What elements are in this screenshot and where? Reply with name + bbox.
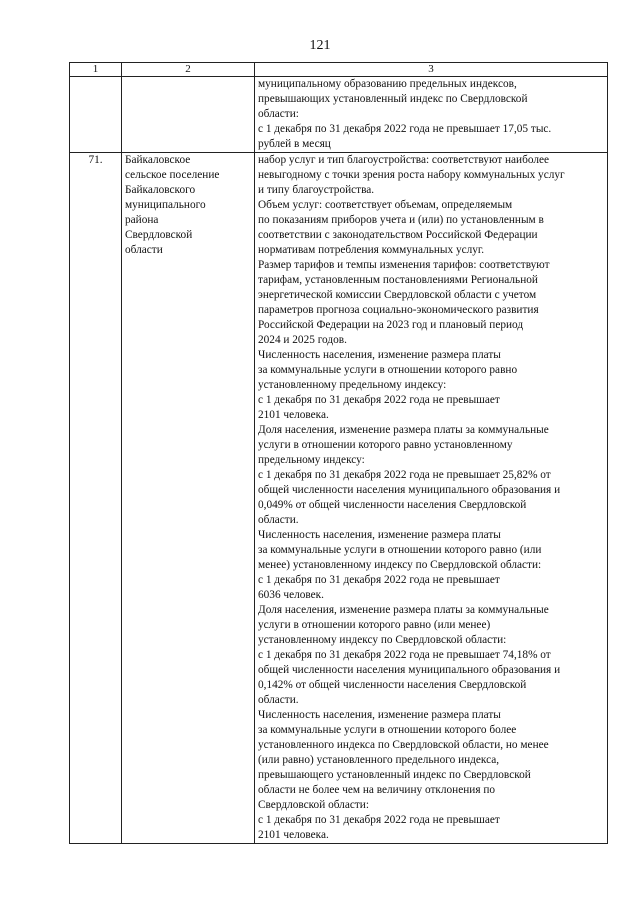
text-line: 2101 человека. <box>258 829 329 841</box>
text-line: Размер тарифов и темпы изменения тарифов: соответствуют <box>258 259 550 271</box>
municipality-line: области <box>125 244 163 256</box>
table-row-71 <box>70 153 608 844</box>
municipality-cell <box>122 153 255 844</box>
table-row-continuation <box>70 77 608 153</box>
municipality-line: муниципального <box>125 199 206 211</box>
row-number-cell: 71. <box>70 153 122 844</box>
text-line: общей численности населения муниципального образования и <box>258 664 561 676</box>
text-line: Свердловской области: <box>258 799 369 811</box>
text-line: по показаниям приборов учета и (или) по установленным в <box>258 214 544 226</box>
text-line: Численность населения, изменение размера платы <box>258 529 501 541</box>
text-line: Численность населения, изменение размера платы <box>258 349 501 361</box>
text-line: с 1 декабря по 31 декабря 2022 года не превышает 25,82% от <box>258 469 551 481</box>
text-line: соответствии с законодательством Российской Федерации <box>258 229 538 241</box>
text-line: 2024 и 2025 годов. <box>258 334 347 346</box>
text-line: с 1 декабря по 31 декабря 2022 года не превышает 17,05 тыс. <box>258 123 552 135</box>
text-line: предельному индексу: <box>258 454 365 466</box>
text-line: (или равно) установленного предельного индекса, <box>258 754 500 766</box>
text-line: Доля населения, изменение размера платы за коммунальные <box>258 424 549 436</box>
column-header-3: 3 <box>255 63 608 77</box>
text-line: превышающих установленный индекс по Свердловской <box>258 93 528 105</box>
municipality-line: Свердловской <box>125 229 193 241</box>
text-line: муниципальному образованию предельных индексов, <box>258 78 517 90</box>
text-line: параметров прогноза социально-экономического развития <box>258 304 539 316</box>
text-line: 0,049% от общей численности населения Свердловской <box>258 499 527 511</box>
text-line: невыгодному с точки зрения роста набору коммунальных услуг <box>258 169 565 181</box>
text-line: 2101 человека. <box>258 409 329 421</box>
text-line: энергетической комиссии Свердловской области с учетом <box>258 289 537 301</box>
municipality-line: Байкаловское <box>125 154 191 166</box>
text-line: области. <box>258 514 299 526</box>
text-line: с 1 декабря по 31 декабря 2022 года не превышает <box>258 814 500 826</box>
text-line: тарифам, установленным постановлениями Региональной <box>258 274 538 286</box>
text-line: области. <box>258 694 299 706</box>
text-line: нормативам потребления коммунальных услуг. <box>258 244 485 256</box>
municipality-line: Байкаловского <box>125 184 196 196</box>
continuation-number-cell <box>70 77 122 153</box>
text-line: с 1 декабря по 31 декабря 2022 года не превышает <box>258 574 500 586</box>
page-number: 121 <box>309 38 331 53</box>
text-line: установленного индекса по Свердловской области, но менее <box>258 739 549 751</box>
text-line: области: <box>258 108 299 120</box>
text-line: услуги в отношении которого равно установленному <box>258 439 513 451</box>
text-line: набор услуг и тип благоустройства: соответствуют наиболее <box>258 154 550 166</box>
table-header-row <box>70 63 608 77</box>
text-line: за коммунальные услуги в отношении которого равно (или <box>258 544 542 556</box>
text-line: услуги в отношении которого равно (или менее) <box>258 619 491 631</box>
text-line: и типу благоустройства. <box>258 184 375 196</box>
continuation-text-cell <box>255 77 608 153</box>
text-line: рублей в месяц <box>258 138 331 150</box>
municipality-line: района <box>125 214 159 226</box>
text-line: области не более чем на величину отклонения по <box>258 784 496 796</box>
document-table <box>69 62 608 844</box>
text-line: Объем услуг: соответствует объемам, определяемым <box>258 199 513 211</box>
text-line: установленному предельному индексу: <box>258 379 447 391</box>
column-header-2: 2 <box>122 63 255 77</box>
text-line: Российской Федерации на 2023 год и плановый период <box>258 319 524 331</box>
municipality-line: сельское поселение <box>125 169 220 181</box>
text-line: с 1 декабря по 31 декабря 2022 года не превышает <box>258 394 500 406</box>
column-header-1: 1 <box>70 63 122 77</box>
text-line: 0,142% от общей численности населения Свердловской <box>258 679 527 691</box>
text-line: превышающего установленный индекс по Свердловской <box>258 769 531 781</box>
text-line: за коммунальные услуги в отношении которого равно <box>258 364 518 376</box>
text-line: Численность населения, изменение размера платы <box>258 709 501 721</box>
continuation-municipality-cell <box>122 77 255 153</box>
text-line: с 1 декабря по 31 декабря 2022 года не превышает 74,18% от <box>258 649 551 661</box>
text-line: за коммунальные услуги в отношении которого более <box>258 724 517 736</box>
text-line: общей численности населения муниципального образования и <box>258 484 561 496</box>
indicators-text-cell <box>255 153 608 844</box>
text-line: установленному индексу по Свердловской области: <box>258 634 507 646</box>
text-line: Доля населения, изменение размера платы за коммунальные <box>258 604 549 616</box>
text-line: менее) установленному индексу по Свердловской области: <box>258 559 542 571</box>
text-line: 6036 человек. <box>258 589 324 601</box>
